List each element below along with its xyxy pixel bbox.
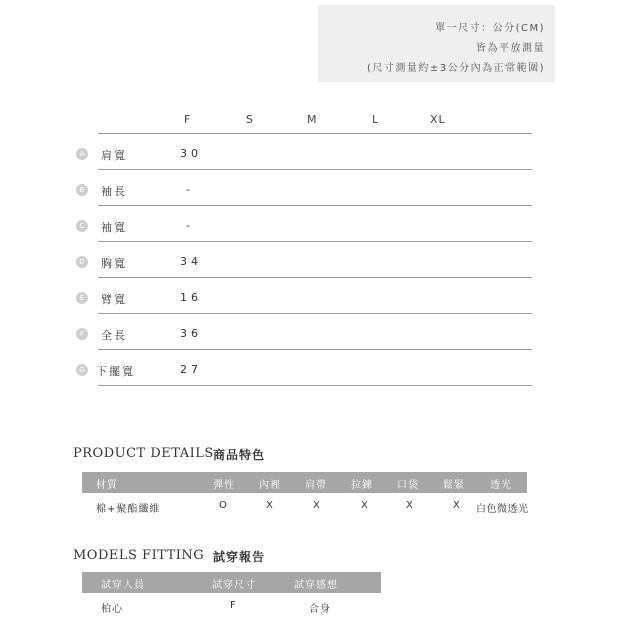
measure-label: 下擺寬 — [96, 365, 135, 378]
size-column-xl: XL — [430, 113, 446, 126]
measure-value-f: 34 — [180, 255, 202, 268]
letter-badge: D — [76, 256, 88, 268]
models-fitting-title: MODELS FITTING — [73, 548, 205, 563]
measure-label: 胸寬 — [101, 257, 127, 270]
value-pocket: X — [406, 500, 414, 511]
value-lining: X — [266, 500, 274, 511]
value-try-size: F — [230, 600, 237, 611]
size-column-l: L — [372, 113, 380, 126]
header-strap: 肩帶 — [305, 480, 327, 491]
letter-badge: G — [76, 364, 88, 376]
size-row-d — [0, 242, 627, 278]
value-model: 柏心 — [101, 604, 123, 615]
models-fitting-title-cn: 試穿報告 — [213, 550, 266, 564]
measure-value-f: - — [186, 219, 194, 232]
measure-label: 臂寬 — [101, 293, 127, 306]
measure-value-f: 27 — [180, 363, 202, 376]
size-column-f: F — [184, 113, 192, 126]
value-elasticity: O — [219, 500, 228, 511]
value-strap: X — [313, 500, 321, 511]
size-row-e — [0, 278, 627, 314]
value-feedback: 合身 — [309, 604, 331, 615]
product-details-title: PRODUCT DETAILS — [73, 446, 214, 461]
value-sheer: 白色微透光 — [476, 504, 529, 515]
size-row-g — [0, 350, 627, 386]
measure-label: 肩寬 — [101, 149, 127, 162]
letter-badge: C — [76, 220, 88, 232]
product-details-title-cn: 商品特色 — [213, 448, 266, 462]
size-row-a — [0, 134, 627, 170]
header-material: 材質 — [96, 480, 118, 491]
size-column-s: S — [246, 113, 254, 126]
letter-badge: A — [76, 148, 88, 160]
header-try-size: 試穿尺寸 — [212, 580, 256, 591]
header-feedback: 試穿感想 — [294, 580, 338, 591]
size-row-b — [0, 170, 627, 206]
measure-value-f: 36 — [180, 327, 202, 340]
unit-note-box — [318, 5, 555, 82]
letter-badge: B — [76, 184, 88, 196]
unit-note-line1: 單一尺寸：公分(CM) — [435, 23, 545, 34]
measure-label: 袖寬 — [101, 221, 127, 234]
value-material: 棉+聚酯纖維 — [96, 504, 161, 515]
unit-note-line2: 皆為平放測量 — [476, 43, 545, 54]
row-rule — [98, 385, 532, 386]
value-zipper: X — [361, 500, 369, 511]
value-elastic: X — [453, 500, 461, 511]
size-row-f — [0, 314, 627, 350]
letter-badge: F — [76, 328, 88, 340]
measure-label: 袖長 — [101, 185, 127, 198]
measure-value-f: - — [186, 183, 194, 196]
header-model: 試穿人員 — [101, 580, 145, 591]
measure-value-f: 30 — [180, 147, 202, 160]
header-elasticity: 彈性 — [213, 480, 235, 491]
measure-label: 全長 — [101, 329, 127, 342]
header-elastic: 鬆緊 — [443, 480, 465, 491]
measure-value-f: 16 — [180, 291, 202, 304]
header-lining: 內裡 — [259, 480, 281, 491]
header-sheer: 透光 — [490, 480, 512, 491]
header-zipper: 拉鍊 — [351, 480, 373, 491]
letter-badge: E — [76, 292, 88, 304]
size-column-m: M — [307, 113, 318, 126]
header-pocket: 口袋 — [397, 480, 419, 491]
unit-note-line3: (尺寸測量約±3公分內為正常範圍) — [366, 63, 545, 74]
size-row-c — [0, 206, 627, 242]
